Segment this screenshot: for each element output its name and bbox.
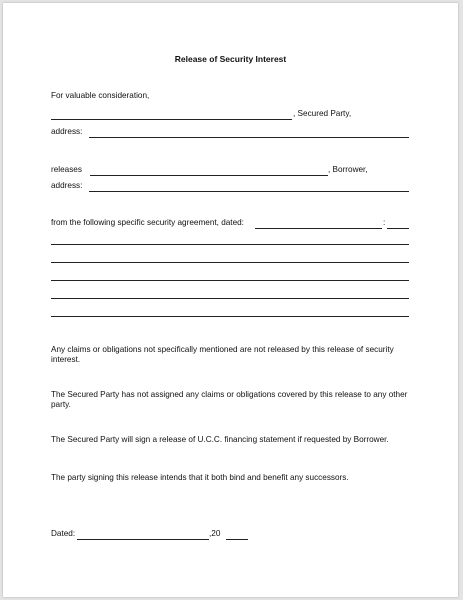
agreement-description-line[interactable]: [51, 262, 409, 263]
agreement-label: from the following specific security agreement, dated:: [51, 218, 244, 227]
dated-day-field[interactable]: [77, 539, 209, 540]
dated-year-field[interactable]: [226, 539, 248, 540]
document-page: [3, 3, 458, 597]
claims-paragraph: Any claims or obligations not specifically mentioned are not released by this release of security interest.: [51, 345, 394, 364]
agreement-date-field[interactable]: [255, 228, 382, 229]
year-prefix: ,20: [209, 529, 221, 538]
dated-label: Dated:: [51, 529, 76, 538]
agreement-extra-field[interactable]: [387, 228, 409, 229]
intro-text: For valuable consideration,: [51, 91, 150, 100]
document-title: Release of Security Interest: [174, 54, 287, 64]
agreement-colon: :: [383, 218, 386, 227]
secured-party-name-field[interactable]: [51, 119, 292, 120]
agreement-description-line[interactable]: [51, 244, 409, 245]
bind-paragraph: The party signing this release intends that it both bind and benefit any successors.: [51, 473, 349, 482]
secured-party-label: , Secured Party,: [293, 109, 352, 118]
agreement-description-line[interactable]: [51, 298, 409, 299]
agreement-description-line[interactable]: [51, 316, 409, 317]
ucc-paragraph: The Secured Party will sign a release of U.C.C. financing statement if requested by Borrower.: [51, 435, 389, 444]
assigned-paragraph: The Secured Party has not assigned any claims or obligations covered by this release to any other party.: [51, 390, 408, 409]
agreement-description-line[interactable]: [51, 280, 409, 281]
borrower-address-field[interactable]: [89, 191, 409, 192]
releases-label: releases: [51, 165, 82, 174]
secured-party-address-label: address:: [51, 127, 83, 136]
borrower-name-field[interactable]: [90, 175, 328, 176]
secured-party-address-field[interactable]: [89, 137, 409, 138]
borrower-label: , Borrower,: [328, 165, 368, 174]
borrower-address-label: address:: [51, 181, 83, 190]
